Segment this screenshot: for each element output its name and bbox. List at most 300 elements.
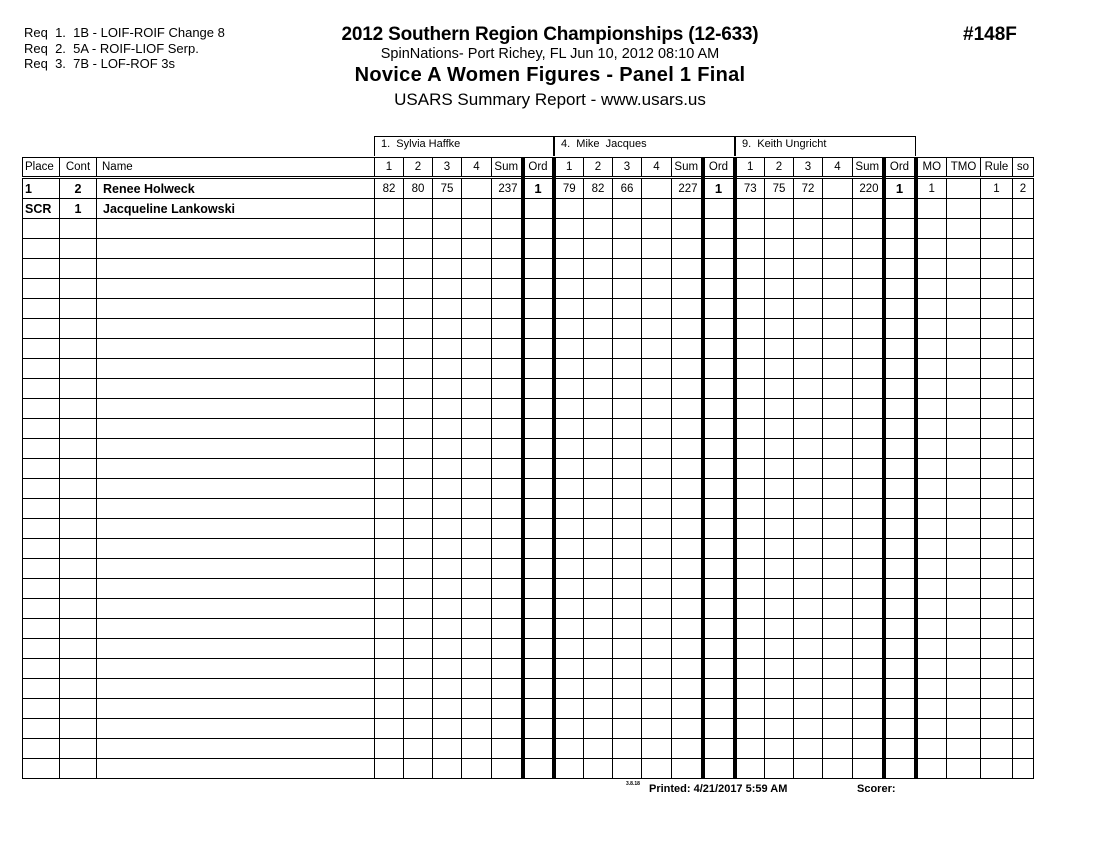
empty-table-row (23, 599, 1034, 619)
empty-cell (853, 279, 884, 299)
j3-fig4-score (823, 199, 853, 219)
empty-cell (492, 499, 523, 519)
empty-cell (462, 699, 492, 719)
empty-cell (433, 299, 462, 319)
empty-cell (672, 479, 703, 499)
empty-cell (433, 219, 462, 239)
col-place: Place (23, 158, 60, 178)
empty-cell (765, 739, 794, 759)
empty-cell (554, 539, 584, 559)
empty-cell (60, 219, 97, 239)
empty-cell (23, 239, 60, 259)
empty-cell (981, 639, 1013, 659)
empty-cell (1013, 259, 1034, 279)
empty-cell (642, 699, 672, 719)
empty-cell (794, 219, 823, 239)
empty-cell (97, 719, 375, 739)
j3-fig2-score (765, 199, 794, 219)
empty-cell (765, 719, 794, 739)
empty-cell (433, 699, 462, 719)
empty-cell (492, 719, 523, 739)
empty-cell (404, 659, 433, 679)
empty-cell (554, 659, 584, 679)
empty-cell (60, 639, 97, 659)
empty-cell (554, 719, 584, 739)
empty-table-row (23, 679, 1034, 699)
empty-cell (554, 619, 584, 639)
empty-cell (375, 699, 404, 719)
empty-cell (462, 499, 492, 519)
empty-cell (492, 739, 523, 759)
j3-fig3-score (794, 199, 823, 219)
empty-cell (947, 379, 981, 399)
empty-cell (554, 759, 584, 779)
empty-cell (1013, 479, 1034, 499)
empty-cell (584, 299, 613, 319)
empty-cell (523, 459, 554, 479)
software-version: 3.8.18 (626, 781, 640, 787)
empty-cell (884, 699, 916, 719)
empty-cell (97, 299, 375, 319)
empty-cell (23, 399, 60, 419)
col-j1-sum: Sum (492, 158, 523, 178)
empty-cell (60, 479, 97, 499)
empty-cell (523, 379, 554, 399)
empty-cell (1013, 319, 1034, 339)
empty-cell (433, 259, 462, 279)
empty-cell (794, 439, 823, 459)
empty-cell (523, 359, 554, 379)
empty-cell (433, 359, 462, 379)
empty-cell (492, 699, 523, 719)
empty-cell (853, 739, 884, 759)
empty-cell (404, 259, 433, 279)
empty-cell (794, 339, 823, 359)
empty-cell (433, 399, 462, 419)
empty-cell (554, 519, 584, 539)
empty-cell (613, 659, 642, 679)
empty-cell (97, 699, 375, 719)
empty-cell (23, 579, 60, 599)
empty-cell (375, 579, 404, 599)
venue-date: SpinNations- Port Richey, FL Jun 10, 2012 08:10 AM (380, 46, 720, 62)
empty-cell (735, 339, 765, 359)
empty-cell (60, 699, 97, 719)
empty-cell (916, 719, 947, 739)
empty-cell (60, 299, 97, 319)
j3-ordinal (884, 199, 916, 219)
empty-cell (916, 279, 947, 299)
empty-cell (584, 339, 613, 359)
empty-cell (981, 299, 1013, 319)
empty-cell (703, 639, 735, 659)
empty-cell (794, 719, 823, 739)
empty-cell (642, 619, 672, 639)
j3-fig2-score: 75 (765, 178, 794, 199)
empty-cell (672, 719, 703, 739)
empty-cell (916, 439, 947, 459)
empty-cell (853, 759, 884, 779)
judge-3-header: 9. Keith Ungricht (735, 136, 916, 156)
empty-cell (492, 639, 523, 659)
empty-cell (703, 599, 735, 619)
empty-cell (672, 559, 703, 579)
empty-cell (884, 439, 916, 459)
rule-cell: 1 (981, 178, 1013, 199)
empty-cell (765, 499, 794, 519)
empty-cell (433, 679, 462, 699)
empty-table-row (23, 659, 1034, 679)
empty-cell (823, 579, 853, 599)
empty-cell (554, 679, 584, 699)
empty-cell (492, 239, 523, 259)
empty-cell (23, 459, 60, 479)
empty-cell (765, 619, 794, 639)
empty-cell (23, 759, 60, 779)
empty-cell (23, 499, 60, 519)
empty-cell (794, 239, 823, 259)
empty-cell (613, 439, 642, 459)
empty-cell (765, 539, 794, 559)
empty-cell (916, 679, 947, 699)
empty-cell (23, 379, 60, 399)
empty-cell (703, 339, 735, 359)
empty-cell (404, 459, 433, 479)
empty-cell (853, 659, 884, 679)
empty-cell (947, 439, 981, 459)
col-j2-fig2: 2 (584, 158, 613, 178)
j3-fig1-score: 73 (735, 178, 765, 199)
empty-cell (554, 479, 584, 499)
empty-cell (735, 699, 765, 719)
empty-cell (981, 319, 1013, 339)
empty-cell (794, 519, 823, 539)
empty-cell (703, 439, 735, 459)
empty-cell (672, 499, 703, 519)
empty-cell (1013, 619, 1034, 639)
empty-cell (823, 599, 853, 619)
empty-cell (613, 319, 642, 339)
empty-cell (60, 419, 97, 439)
col-j3-fig2: 2 (765, 158, 794, 178)
empty-cell (375, 239, 404, 259)
empty-cell (981, 419, 1013, 439)
empty-cell (60, 579, 97, 599)
empty-cell (1013, 299, 1034, 319)
empty-cell (672, 219, 703, 239)
empty-cell (492, 599, 523, 619)
empty-cell (735, 479, 765, 499)
j1-ordinal: 1 (523, 178, 554, 199)
empty-cell (853, 319, 884, 339)
j2-sum (672, 199, 703, 219)
empty-cell (462, 519, 492, 539)
empty-cell (492, 359, 523, 379)
empty-cell (433, 759, 462, 779)
col-j3-fig3: 3 (794, 158, 823, 178)
empty-cell (703, 659, 735, 679)
empty-cell (916, 759, 947, 779)
empty-cell (584, 399, 613, 419)
empty-cell (23, 519, 60, 539)
empty-cell (916, 659, 947, 679)
so-cell: 2 (1013, 178, 1034, 199)
empty-cell (823, 519, 853, 539)
empty-cell (1013, 379, 1034, 399)
empty-cell (672, 339, 703, 359)
skater-name-cell: Renee Holweck (97, 178, 375, 199)
empty-cell (947, 319, 981, 339)
empty-cell (584, 279, 613, 299)
empty-cell (642, 679, 672, 699)
empty-cell (916, 259, 947, 279)
empty-cell (613, 419, 642, 439)
empty-cell (23, 279, 60, 299)
empty-cell (554, 219, 584, 239)
empty-cell (404, 279, 433, 299)
j1-fig4-score (462, 178, 492, 199)
empty-cell (404, 539, 433, 559)
empty-cell (613, 679, 642, 699)
empty-cell (523, 599, 554, 619)
empty-cell (462, 219, 492, 239)
empty-cell (60, 619, 97, 639)
col-j3-sum: Sum (853, 158, 884, 178)
empty-cell (853, 419, 884, 439)
empty-table-row (23, 699, 1034, 719)
empty-cell (884, 319, 916, 339)
empty-cell (492, 219, 523, 239)
empty-cell (981, 659, 1013, 679)
empty-table-row (23, 759, 1034, 779)
empty-cell (1013, 739, 1034, 759)
empty-cell (823, 699, 853, 719)
empty-cell (584, 319, 613, 339)
empty-cell (884, 519, 916, 539)
empty-cell (462, 259, 492, 279)
empty-cell (916, 339, 947, 359)
empty-cell (916, 379, 947, 399)
empty-cell (981, 479, 1013, 499)
empty-cell (735, 579, 765, 599)
empty-cell (672, 699, 703, 719)
empty-cell (433, 379, 462, 399)
empty-cell (97, 739, 375, 759)
empty-cell (916, 499, 947, 519)
empty-cell (735, 439, 765, 459)
empty-cell (375, 299, 404, 319)
empty-cell (554, 359, 584, 379)
empty-table-row (23, 619, 1034, 639)
empty-cell (884, 339, 916, 359)
empty-cell (584, 479, 613, 499)
empty-cell (584, 439, 613, 459)
empty-cell (642, 339, 672, 359)
empty-cell (375, 639, 404, 659)
empty-cell (672, 579, 703, 599)
empty-cell (60, 519, 97, 539)
empty-cell (735, 399, 765, 419)
column-header-row (23, 158, 1034, 178)
empty-cell (735, 539, 765, 559)
empty-cell (613, 719, 642, 739)
empty-cell (433, 239, 462, 259)
event-number: #148F (963, 24, 1017, 45)
empty-cell (584, 579, 613, 599)
empty-cell (823, 419, 853, 439)
empty-cell (1013, 279, 1034, 299)
empty-cell (823, 639, 853, 659)
empty-cell (404, 639, 433, 659)
empty-cell (884, 279, 916, 299)
empty-cell (97, 499, 375, 519)
empty-cell (884, 379, 916, 399)
empty-table-row (23, 579, 1034, 599)
place-cell: 1 (23, 178, 60, 199)
empty-cell (642, 499, 672, 519)
empty-cell (584, 659, 613, 679)
empty-cell (823, 319, 853, 339)
empty-cell (375, 559, 404, 579)
empty-cell (23, 619, 60, 639)
empty-cell (375, 379, 404, 399)
empty-cell (375, 659, 404, 679)
empty-cell (1013, 499, 1034, 519)
empty-cell (916, 639, 947, 659)
empty-cell (584, 619, 613, 639)
empty-cell (554, 279, 584, 299)
empty-cell (1013, 699, 1034, 719)
empty-cell (981, 519, 1013, 539)
empty-cell (765, 579, 794, 599)
empty-cell (523, 639, 554, 659)
empty-cell (60, 399, 97, 419)
empty-cell (523, 399, 554, 419)
empty-cell (523, 339, 554, 359)
empty-cell (735, 679, 765, 699)
empty-cell (981, 619, 1013, 639)
empty-cell (1013, 419, 1034, 439)
empty-cell (735, 639, 765, 659)
empty-cell (672, 519, 703, 539)
empty-cell (823, 439, 853, 459)
j2-fig1-score: 79 (554, 178, 584, 199)
empty-cell (523, 559, 554, 579)
empty-cell (823, 539, 853, 559)
col-j3-ord: Ord (884, 158, 916, 178)
empty-cell (794, 639, 823, 659)
empty-cell (1013, 519, 1034, 539)
empty-cell (916, 219, 947, 239)
empty-cell (60, 679, 97, 699)
empty-cell (642, 719, 672, 739)
empty-cell (916, 479, 947, 499)
empty-cell (981, 439, 1013, 459)
j2-fig2-score: 82 (584, 178, 613, 199)
empty-cell (823, 299, 853, 319)
empty-cell (404, 559, 433, 579)
empty-cell (823, 679, 853, 699)
empty-cell (947, 699, 981, 719)
j1-fig2-score: 80 (404, 178, 433, 199)
empty-cell (823, 499, 853, 519)
col-j2-fig1: 1 (554, 158, 584, 178)
table-row (23, 199, 1034, 219)
empty-cell (853, 619, 884, 639)
empty-cell (97, 279, 375, 299)
empty-table-row (23, 739, 1034, 759)
empty-cell (794, 499, 823, 519)
empty-cell (794, 559, 823, 579)
empty-table-row (23, 459, 1034, 479)
col-rule: Rule (981, 158, 1013, 178)
empty-cell (884, 419, 916, 439)
j3-sum: 220 (853, 178, 884, 199)
j2-fig3-score: 66 (613, 178, 642, 199)
empty-cell (523, 419, 554, 439)
empty-cell (1013, 399, 1034, 419)
empty-cell (375, 539, 404, 559)
empty-cell (462, 419, 492, 439)
j2-ordinal (703, 199, 735, 219)
empty-cell (60, 319, 97, 339)
empty-cell (433, 519, 462, 539)
empty-cell (884, 579, 916, 599)
empty-cell (23, 419, 60, 439)
empty-cell (1013, 539, 1034, 559)
empty-cell (794, 299, 823, 319)
empty-cell (554, 399, 584, 419)
empty-cell (404, 419, 433, 439)
mo-cell: 1 (916, 178, 947, 199)
empty-cell (884, 459, 916, 479)
empty-cell (735, 499, 765, 519)
skater-name-cell: Jacqueline Lankowski (97, 199, 375, 219)
empty-cell (765, 359, 794, 379)
empty-cell (523, 619, 554, 639)
empty-cell (735, 759, 765, 779)
empty-cell (947, 639, 981, 659)
empty-cell (60, 499, 97, 519)
empty-cell (97, 579, 375, 599)
empty-cell (672, 379, 703, 399)
empty-cell (554, 559, 584, 579)
col-j2-sum: Sum (672, 158, 703, 178)
empty-cell (703, 239, 735, 259)
empty-cell (375, 259, 404, 279)
col-j1-fig3: 3 (433, 158, 462, 178)
empty-cell (375, 759, 404, 779)
scorer-label: Scorer: (857, 783, 896, 795)
empty-cell (947, 719, 981, 739)
empty-cell (853, 399, 884, 419)
empty-cell (554, 259, 584, 279)
empty-cell (823, 339, 853, 359)
empty-cell (404, 699, 433, 719)
empty-cell (642, 419, 672, 439)
tmo-cell (947, 178, 981, 199)
empty-cell (672, 419, 703, 439)
empty-cell (884, 539, 916, 559)
empty-cell (23, 259, 60, 279)
empty-cell (523, 699, 554, 719)
empty-cell (523, 579, 554, 599)
j3-sum (853, 199, 884, 219)
empty-cell (375, 339, 404, 359)
col-cont: Cont (60, 158, 97, 178)
empty-cell (947, 539, 981, 559)
empty-cell (703, 719, 735, 739)
